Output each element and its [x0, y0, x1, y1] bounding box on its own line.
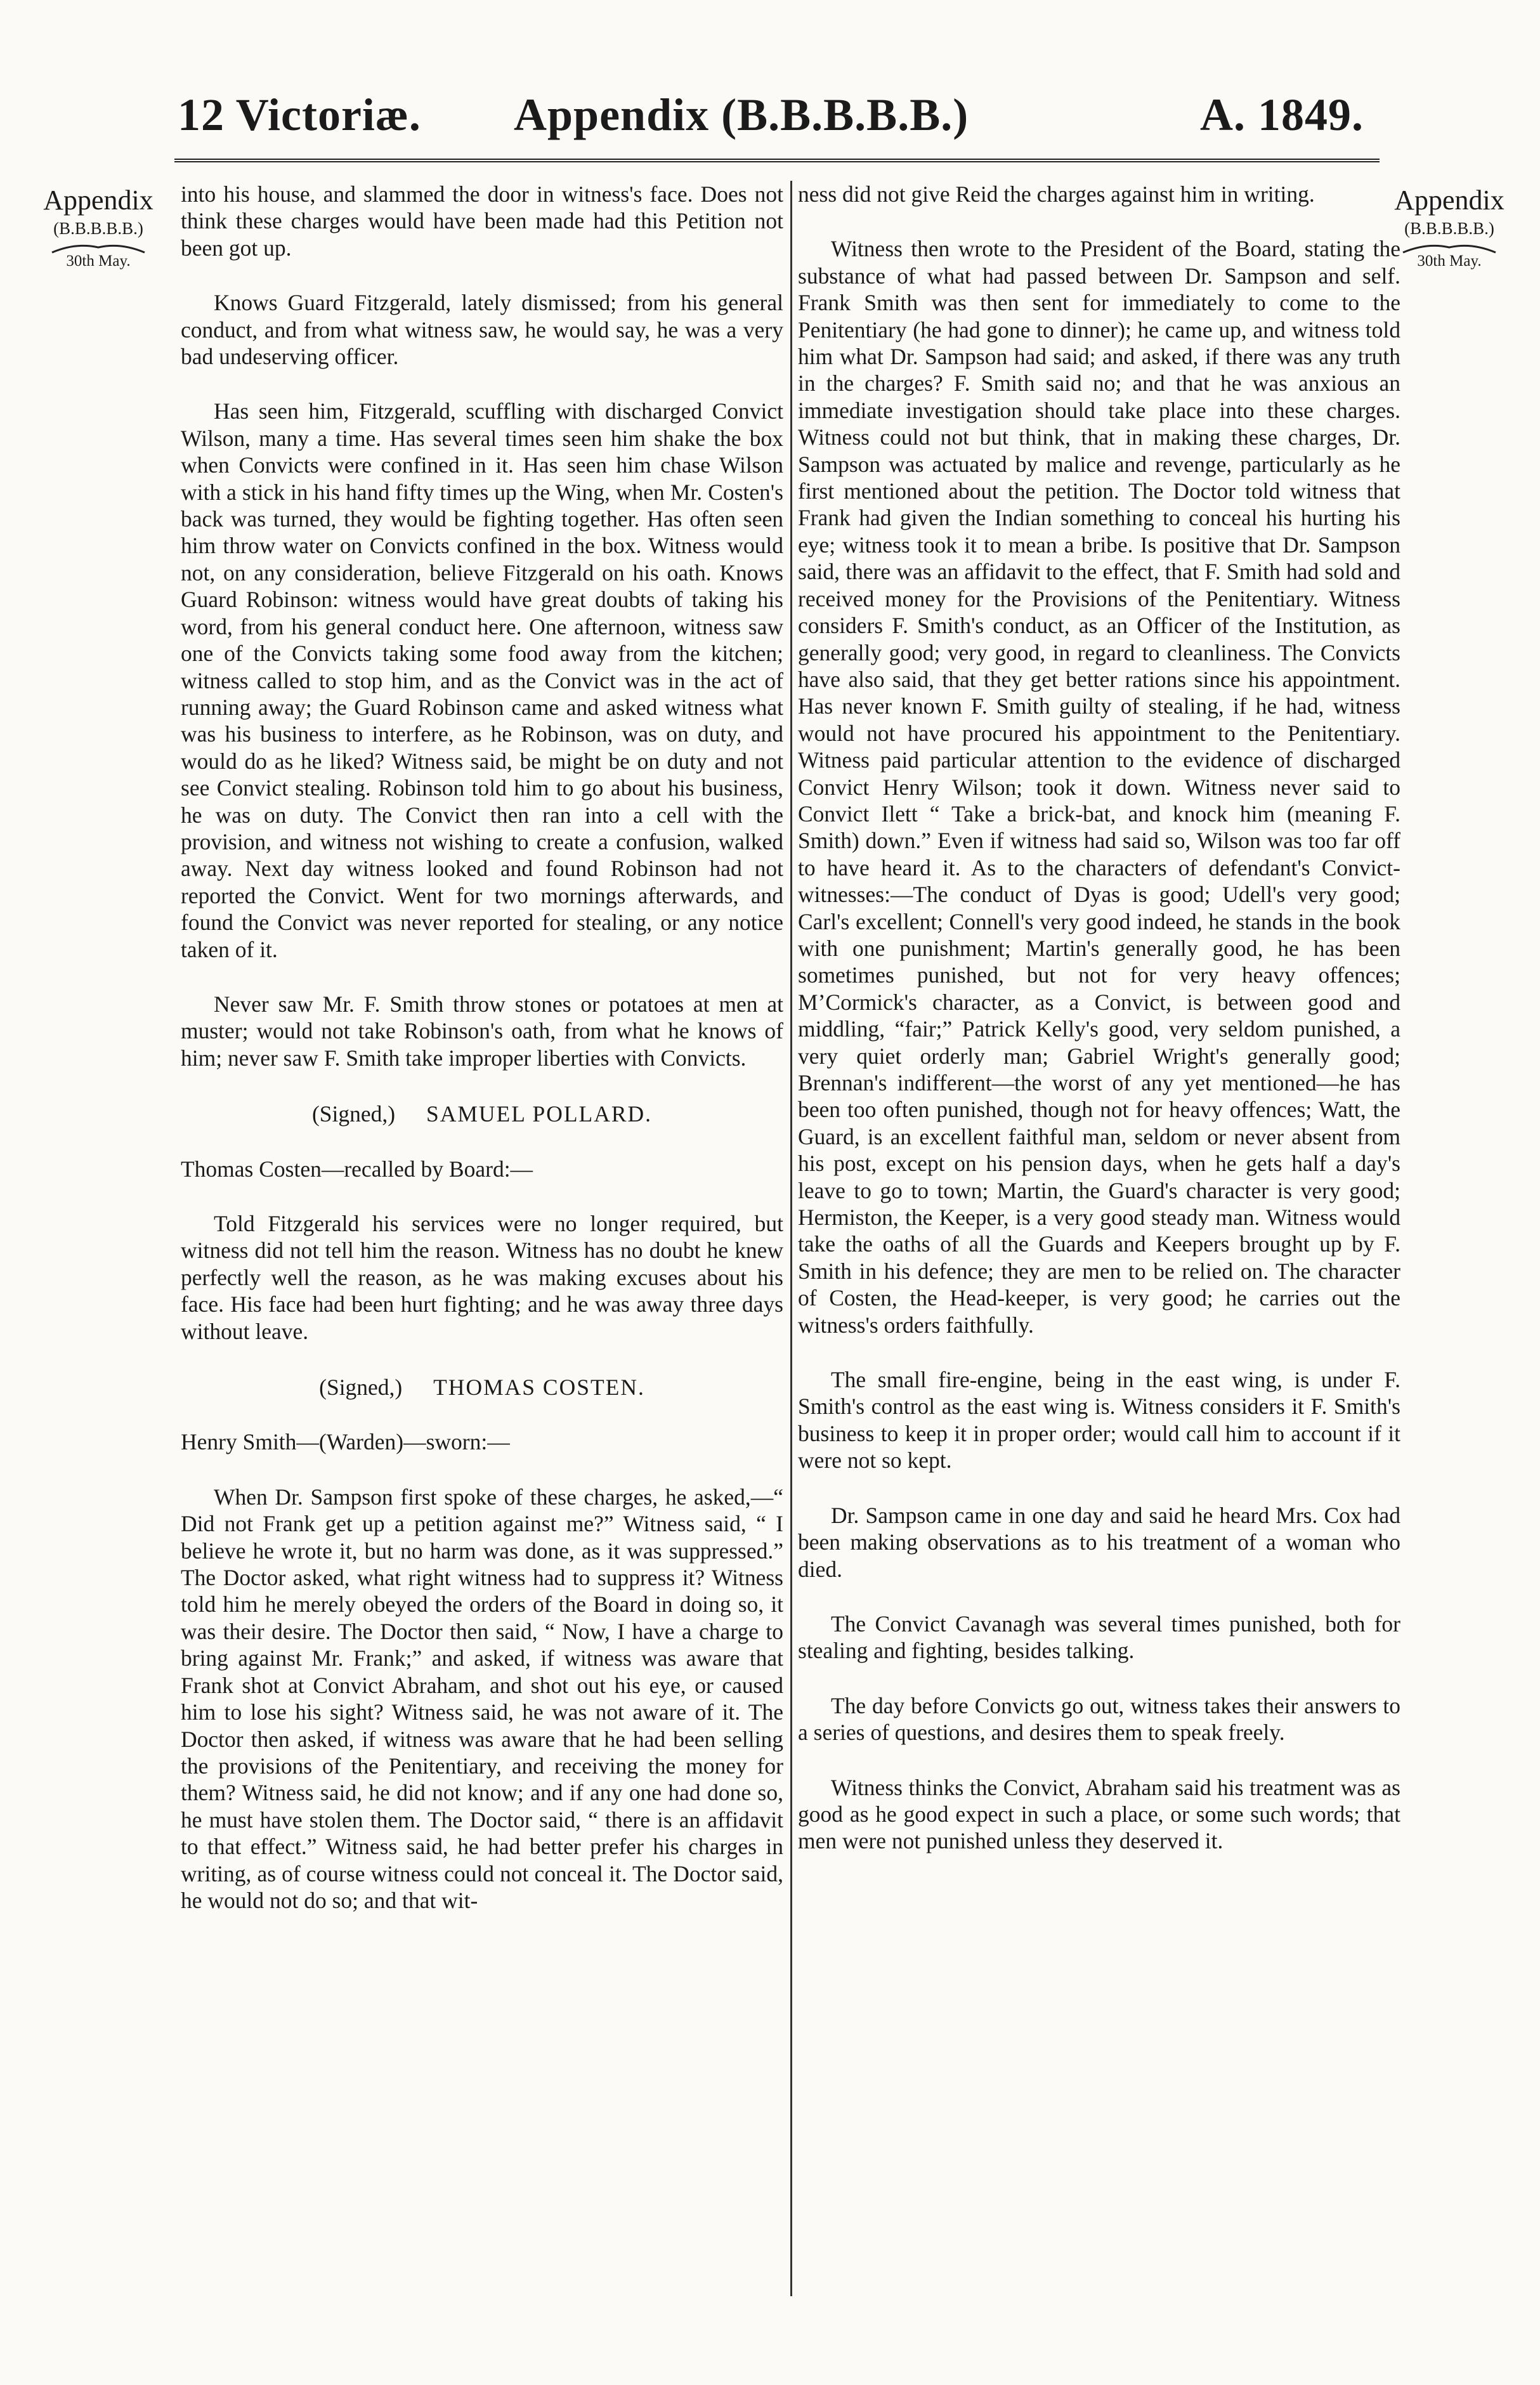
brace-icon — [1402, 241, 1497, 254]
margin-note-date: 30th May. — [1417, 252, 1482, 270]
testimony-paragraph: Never saw Mr. F. Smith throw stones or potatoes at men at muster; would not take Robinson's oath, from what he knows of him; never saw F. Smith take improper liberties with Convicts. — [181, 991, 783, 1071]
header-appendix-title: Appendix (B.B.B.B.B.) — [514, 89, 969, 140]
testimony-paragraph: Witness thinks the Convict, Abraham said his treatment was as good as he good expect in such a place, or some such words; that men were not punished unless they deserved it. — [798, 1774, 1400, 1854]
signature-name: SAMUEL POLLARD. — [426, 1101, 653, 1127]
right-column — [798, 181, 1400, 1855]
margin-note-code: (B.B.B.B.B.) — [53, 219, 143, 238]
witness-intro-smith: Henry Smith—(Warden)—sworn:— — [181, 1429, 510, 1455]
left-column — [181, 181, 783, 1914]
signature-name: THOMAS COSTEN. — [433, 1375, 645, 1401]
signature-label: (Signed,) — [319, 1375, 403, 1401]
testimony-paragraph: The Convict Cavanagh was several times punished, both for stealing and fighting, besides talking. — [798, 1611, 1400, 1664]
testimony-paragraph: Witness then wrote to the President of the Board, stating the substance of what had passed between Dr. Sampson and self. Frank Smith was then sent for immediately to come to the Penitentiary (he had gone to dinner); he came up, and witness told him what Dr. Sampson had said; and asked, if there was any truth in the charges? F. Smith said no; and that he was anxious an immediate investigation should take place into these charges. Witness could not but think, that in making these charges, Dr. Sampson was actuated by malice and revenge, particularly as he first mentioned about the petition. The Doctor told witness that Frank had given the Indian something to conceal his hurting his eye; witness took it to mean a bribe. Is positive that Dr. Sampson said, there was an affidavit to the effect, that F. Smith had sold and received money for the Provisions of the Penitentiary. Witness considers F. Smith's conduct, as an Officer of the Institution, as generally good; very good, in regard to cleanliness. The Convicts have also said, that they get better rations since his appointment. Has never known F. Smith guilty of stealing, if he had, witness would not have procured his appointment to the Penitentiary. Witness paid particular attention to the evidence of discharged Convict Henry Wilson; took it down. Witness never said to Convict Ilett “ Take a brick-bat, and knock him (meaning F. Smith) down.” Even if witness had said so, Wilson was too far off to have heard it. As to the characters of defendant's Convict-witnesses:—The conduct of Dyas is good; Udell's very good; Carl's excellent; Connell's very good indeed, he stands in the book with one punishment; Martin's generally good, he has been sometimes punished, but not for very heavy offences; M’Cormick's character, as a Convict, is between good and middling, “fair;” Patrick Kelly's good, very seldom punished, a very quiet orderly man; Gabriel Wright's generally good; Brennan's indifferent—the worst of any yet mentioned—he has been too often punished, though not for heavy offences; Watt, the Guard, is an excellent faithful man, seldom or never absent from his post, except on his pension days, when he gets half a day's leave to go to town; Martin, the Guard's character is very good; Hermiston, the Keeper, is a very good steady man. Witness would take the oaths of all the Guards and Keepers brought up by F. Smith in his defence; they are men to be relied on. The character of Costen, the Head-keeper, is very good; he carries out the witness's orders faithfully. — [798, 236, 1400, 1338]
testimony-paragraph: When Dr. Sampson first spoke of these charges, he asked,—“ Did not Frank get up a petition against me?” Witness said, “ I believe he wrote it, but no harm was done, as it was suppressed.” The Doctor asked, what right witness had to suppress it? Witness told him he merely obeyed the orders of the Board in doing so, it was their desire. The Doctor then said, “ Now, I have a charge to bring against Mr. Frank;” and asked, if witness was aware that Frank shot at Convict Abraham, and shot out his eye, or caused him to lose his sight? Witness said, he was not aware of it. The Doctor then asked, if witness was aware that he had been selling the provisions of the Penitentiary, and receiving the money for them? Witness said, he did not know; and if any one had done so, he must have stolen them. The Doctor said, “ there is an affidavit to that effect.” Witness said, he had better prefer his charges in writing, as of course witness could not conceal it. The Doctor said, he would not do so; and that wit- — [181, 1484, 783, 1913]
page-header — [171, 89, 1376, 146]
brace-icon — [51, 241, 146, 254]
testimony-paragraph: ness did not give Reid the charges against him in writing. — [798, 181, 1315, 207]
testimony-paragraph: into his house, and slammed the door in witness's face. Does not think these charges would have been made had this Petition not been got up. — [181, 181, 783, 261]
signature-pollard — [181, 1101, 783, 1127]
signature-costen — [181, 1374, 783, 1401]
header-rule — [174, 159, 1380, 162]
header-year: A. 1849. — [1200, 89, 1364, 140]
testimony-paragraph: Has seen him, Fitzgerald, scuffling with discharged Convict Wilson, many a time. Has several times seen him shake the box when Convicts were confined in it. Has seen him chase Wilson with a stick in his hand fifty times up the Wing, when Mr. Costen's back was turned, they would be fighting together. Has often seen him throw water on Convicts confined in the box. Witness would not, on any consideration, believe Fitzgerald on his oath. Knows Guard Robinson: witness would have great doubts of taking his word, from his general conduct here. One afternoon, witness saw one of the Convicts taking some food away from the kitchen; witness called to stop him, and as the Convict was in the act of running away; the Guard Robinson came and asked witness what was his business to interfere, as he Robinson, was on duty, and would do as he liked? Witness said, be might be on duty and not see Convict stealing. Robinson told him to go about his business, he was on duty. The Convict then ran into a cell with the provision, and witness not wishing to create a confusion, walked away. Next day witness looked and found Robinson had not reported the Convict. Went for two mornings afterwards, and found the Convict was never reported for stealing, or any notice taken of it. — [181, 398, 783, 962]
testimony-paragraph: The day before Convicts go out, witness takes their answers to a series of questions, and desires them to speak freely. — [798, 1692, 1400, 1746]
witness-intro-costen: Thomas Costen—recalled by Board:— — [181, 1156, 533, 1182]
testimony-paragraph: Told Fitzgerald his services were no longer required, but witness did not tell him the reason. Witness has no doubt he knew perfectly well the reason, as he was making excuses about his face. His face had been hurt fighting; and he was away three days without leave. — [181, 1211, 783, 1344]
margin-note-code: (B.B.B.B.B.) — [1404, 219, 1494, 238]
margin-note-date: 30th May. — [66, 252, 131, 270]
testimony-paragraph: The small fire-engine, being in the east wing, is under F. Smith's control as the east wing is. Witness considers it F. Smith's business to keep it in proper order; would call him to account if it were not so kept. — [798, 1367, 1400, 1473]
testimony-paragraph: Knows Guard Fitzgerald, lately dismissed; from his general conduct, and from what witness saw, he would say, he was a very bad undeserving officer. — [181, 290, 783, 370]
header-session: 12 Victoriæ. — [178, 89, 421, 140]
margin-note-title: Appendix — [43, 185, 153, 216]
margin-note-title: Appendix — [1394, 185, 1504, 216]
margin-note-left — [25, 184, 171, 270]
signature-label: (Signed,) — [311, 1101, 396, 1127]
testimony-paragraph: Dr. Sampson came in one day and said he heard Mrs. Cox had been making observations as to his treatment of a woman who died. — [798, 1502, 1400, 1582]
column-divider — [790, 181, 792, 2296]
